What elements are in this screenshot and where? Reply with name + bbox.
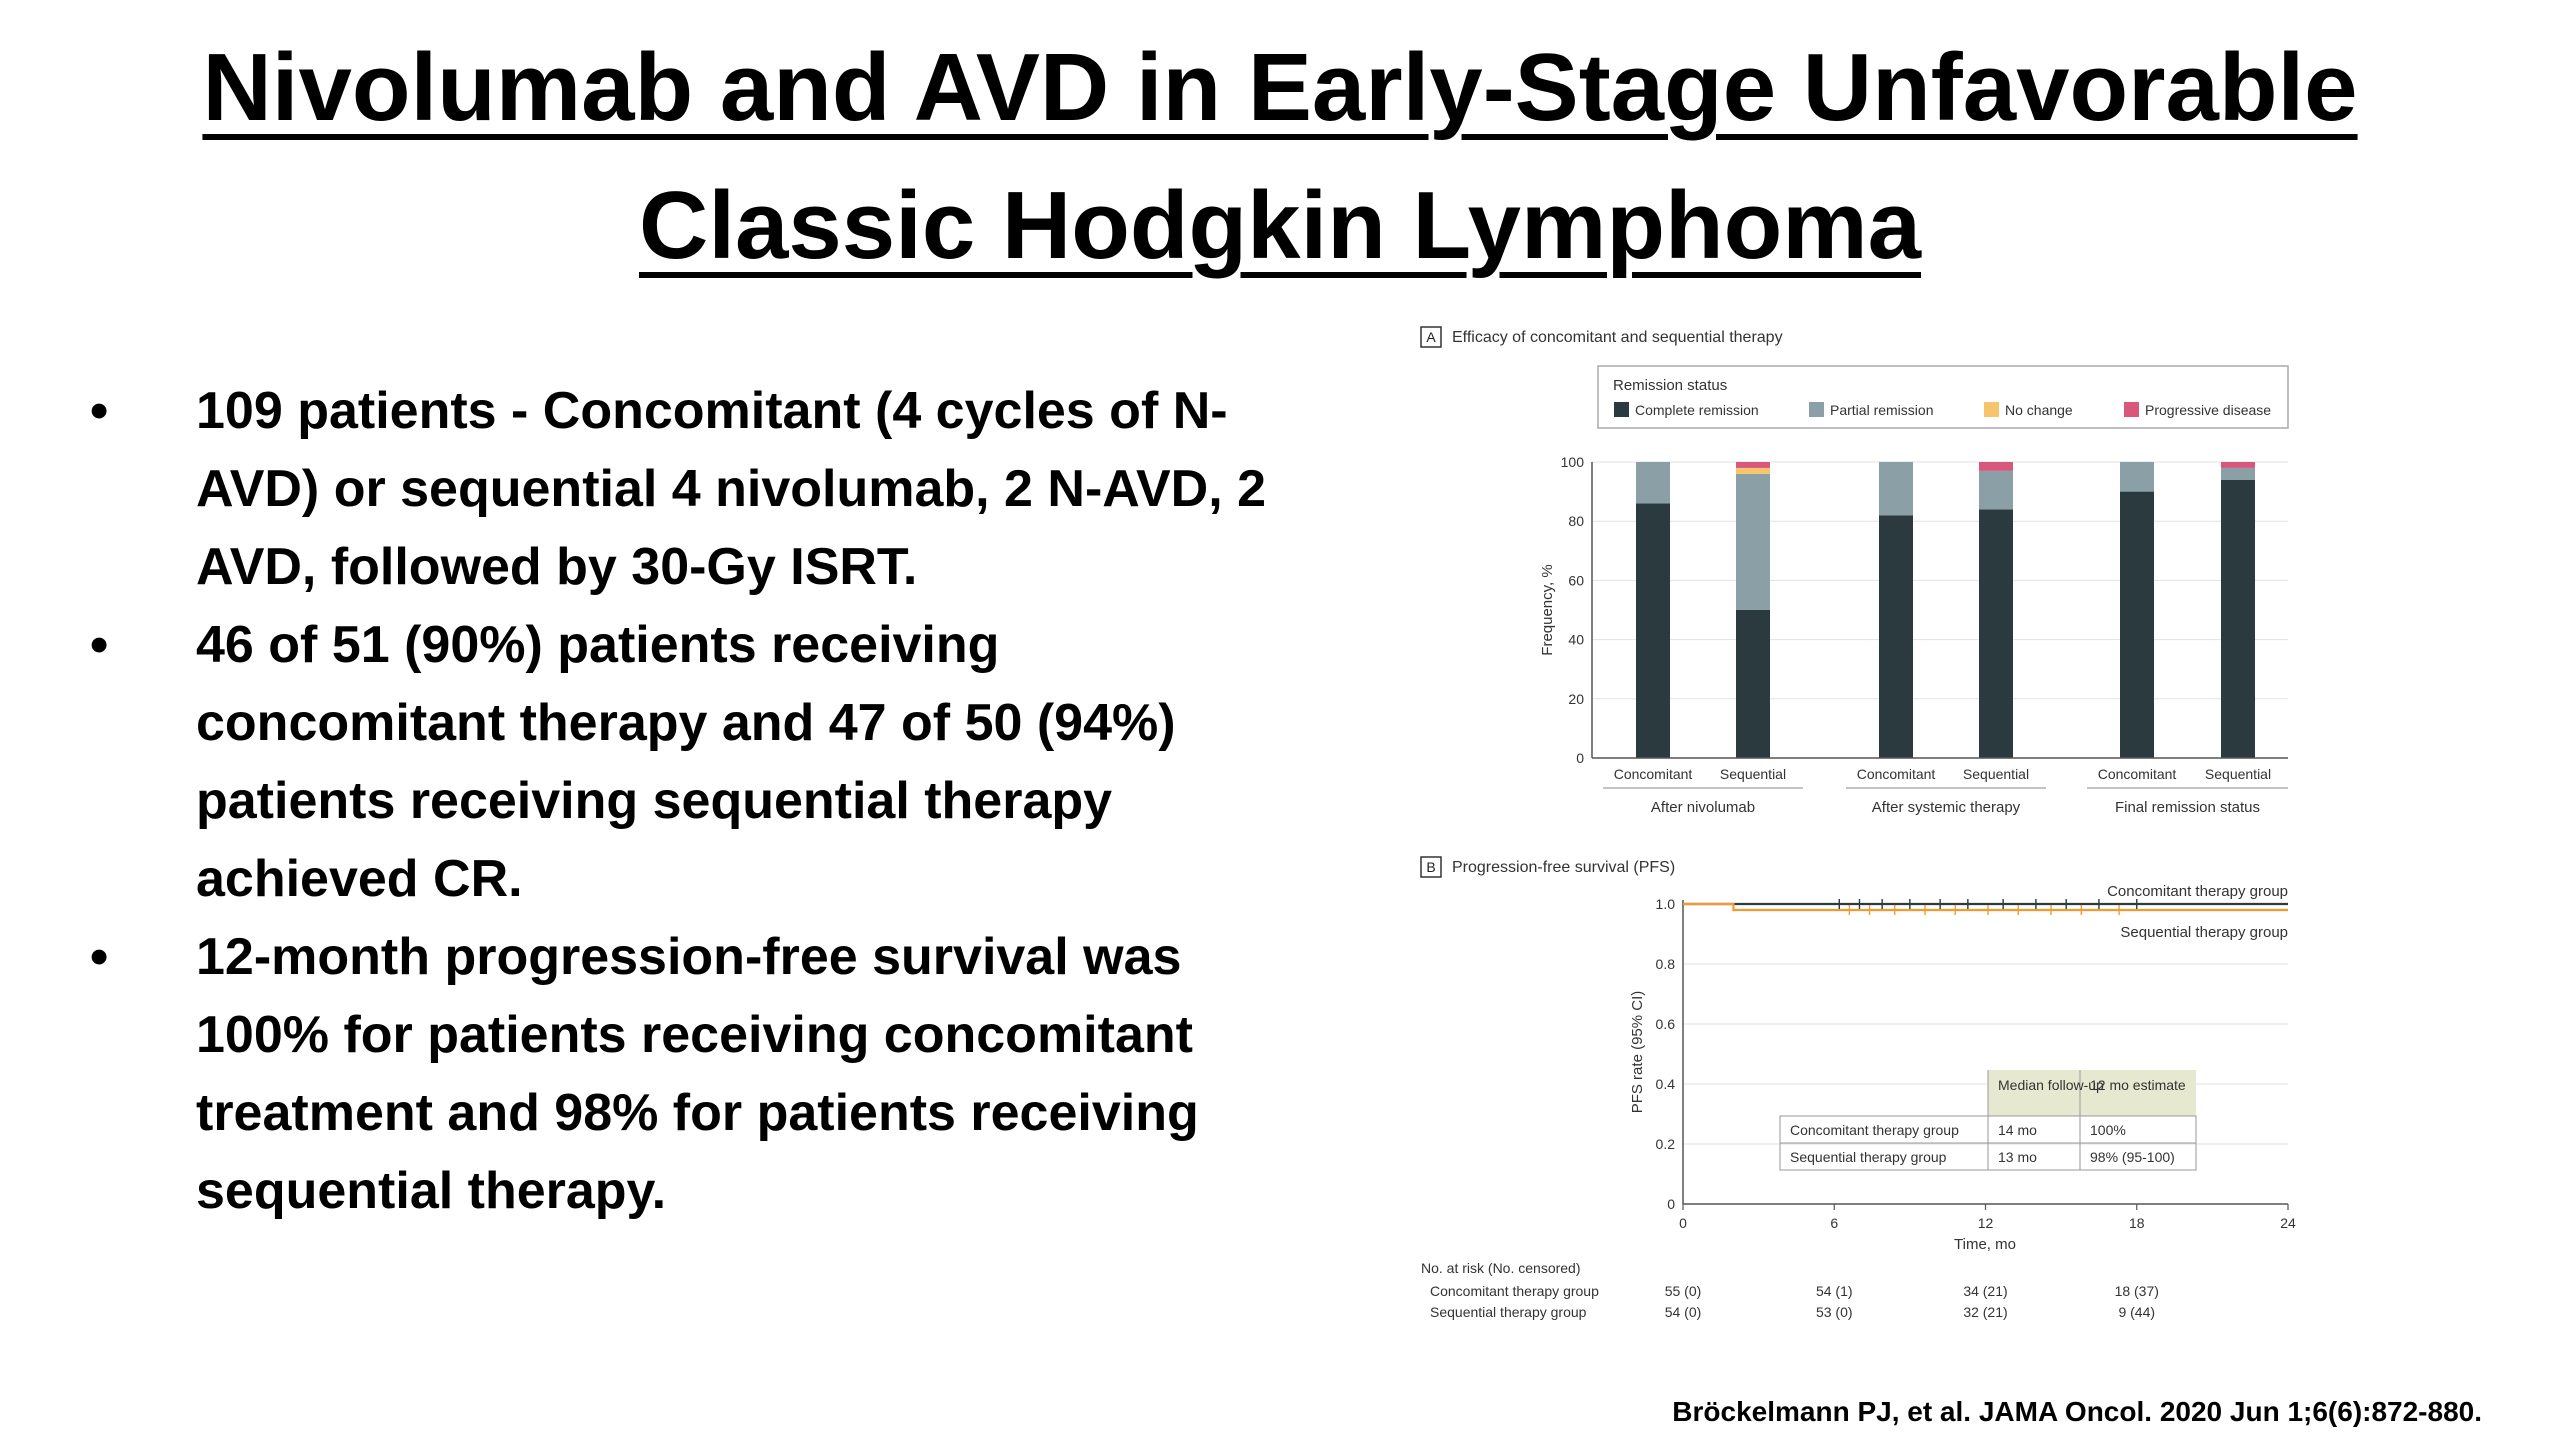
panel-a-bars [1636,462,2255,758]
bar-segment-complete-remission [1636,503,1670,758]
citation: Bröckelmann PJ, et al. JAMA Oncol. 2020 Jun 1;6(6):872-880. [1672,1396,2482,1427]
bar-segment-progressive-disease [1979,462,2013,471]
x-tick-label: Concomitant [1613,766,1693,782]
panel-a-group-labels [1603,788,2288,816]
bar-segment-partial-remission [2120,462,2154,492]
bar-segment-partial-remission [1636,462,1670,503]
at-risk-values [1665,1283,2159,1320]
at-risk-title: No. at risk (No. censored) [1421,1260,1581,1276]
x-tick-label: 6 [1830,1215,1839,1231]
y-tick-label: 20 [1568,690,1584,707]
summary-row-estimate: 100% [2090,1122,2126,1138]
bar-segment-complete-remission [1736,610,1770,758]
group-label: After nivolumab [1650,799,1756,816]
legend-swatch [1984,402,1999,417]
panel-a-title: Efficacy of concomitant and sequential therapy [1452,329,1783,346]
y-tick-label: 0 [1667,1196,1675,1212]
panel-a-label: A [1426,329,1436,345]
summary-table [1780,1070,2196,1170]
y-tick-label: 100 [1560,454,1584,470]
legend-swatch [1809,402,1824,417]
slide-title-line-1: Nivolumab and AVD in Early-Stage Unfavorable [202,34,2358,141]
summary-row-median: 14 mo [1998,1122,2037,1138]
bar-segment-complete-remission [2221,480,2255,758]
at-risk-row-label: Sequential therapy group [1430,1304,1587,1320]
summary-row-label: Concomitant therapy group [1790,1122,1959,1138]
y-tick-label: 60 [1568,572,1584,589]
x-tick-label: Concomitant [2097,766,2177,782]
summary-row-label: Sequential therapy group [1790,1149,1947,1165]
at-risk-value: 55 (0) [1664,1283,1702,1299]
legend-swatch [1614,402,1629,417]
legend-label: Partial remission [1830,402,1934,418]
panel-b-x-tick-labels [1679,1204,2296,1231]
legend-items [1614,402,2271,418]
panel-a-y-axis-label: Frequency, % [1539,564,1556,656]
y-tick-label: 0 [1576,750,1584,766]
bullet-item: • 46 of 51 (90%) patients receiving concomitant therapy and 47 of 50 (94%) patients receiving sequential therapy achieved CR. [90,606,1290,918]
x-tick-label: 0 [1679,1215,1687,1231]
at-risk-value: 53 (0) [1815,1304,1853,1320]
y-tick-label: 80 [1568,513,1584,530]
legend-title: Remission status [1613,377,1728,394]
x-tick-label: 18 [2128,1215,2145,1231]
at-risk-value: 34 (21) [1963,1283,2008,1299]
legend-swatch [2124,402,2139,417]
x-tick-label: Concomitant [1856,766,1936,782]
summary-header-estimate: 12 mo estimate [2090,1077,2186,1093]
legend-box [1598,366,2288,428]
bullet-list [90,372,1290,1230]
slide-title-line-2: Classic Hodgkin Lymphoma [638,172,1922,279]
y-tick-label: 1.0 [1655,896,1675,912]
x-tick-label: Sequential [1719,766,1787,782]
legend-label: No change [2005,402,2073,418]
series-label-concomitant: Concomitant therapy group [2107,883,2288,900]
legend-label: Progressive disease [2145,402,2272,418]
bar-segment-progressive-disease [2221,462,2255,468]
panel-b-title: Progression-free survival (PFS) [1452,859,1676,876]
panel-b-y-axis-label: PFS rate (95% CI) [1629,990,1646,1114]
panel-a-x-tick-labels [1614,766,2271,782]
x-tick-label: 12 [1977,1215,1994,1231]
y-tick-label: 0.6 [1655,1016,1675,1032]
x-tick-label: 24 [2280,1215,2296,1231]
bar-segment-partial-remission [1979,471,2013,509]
panel-b [1421,857,2296,1320]
bar-segment-complete-remission [1979,509,2013,758]
bar-segment-progressive-disease [1736,462,1770,468]
x-tick-label: Sequential [2204,766,2272,782]
summary-header-median: Median follow-up [1998,1077,2104,1093]
bar-segment-no-change [1736,468,1770,474]
bar-segment-partial-remission [1879,462,1913,515]
figure [1400,318,2300,1348]
panel-a-grid [1592,462,2288,758]
at-risk-value: 54 (1) [1815,1283,1853,1299]
panel-b-y-tick-labels [1656,896,1676,1212]
bar-segment-partial-remission [1736,474,1770,610]
at-risk-row-label: Concomitant therapy group [1430,1283,1599,1299]
group-label: After systemic therapy [1871,799,2021,816]
panel-b-survival-curves [1683,904,2288,910]
x-tick-label: Sequential [1962,766,2030,782]
panel-b-censor-marks [1839,899,2136,915]
bar-segment-complete-remission [2120,492,2154,758]
y-tick-label: 40 [1568,631,1584,648]
legend-label: Complete remission [1635,402,1759,418]
y-tick-label: 0.8 [1655,956,1675,972]
at-risk-value: 9 (44) [2118,1304,2156,1320]
panel-b-x-axis-label: Time, mo [1954,1236,2016,1253]
panel-b-grid [1683,904,2288,1204]
at-risk-value: 32 (21) [1963,1304,2008,1320]
bullet-item: • 109 patients - Concomitant (4 cycles of N-AVD) or sequential 4 nivolumab, 2 N-AVD, 2 AVD, followed by 30-Gy ISRT. [90,372,1290,606]
summary-row-estimate: 98% (95-100) [2090,1149,2175,1165]
bar-segment-partial-remission [2221,468,2255,480]
panel-a [1421,327,2288,816]
summary-row-median: 13 mo [1998,1149,2037,1165]
panel-a-y-tick-labels [1561,454,1585,766]
y-tick-label: 0.2 [1655,1136,1675,1152]
y-tick-label: 0.4 [1655,1076,1675,1092]
group-label: Final remission status [2114,799,2261,816]
bar-segment-complete-remission [1879,515,1913,758]
panel-b-label: B [1426,859,1436,875]
at-risk-value: 54 (0) [1664,1304,1702,1320]
at-risk-value: 18 (37) [2114,1283,2159,1299]
series-label-sequential: Sequential therapy group [2120,924,2288,941]
bullet-item: • 12-month progression-free survival was 100% for patients receiving concomitant treatment and 98% for patients receiving sequential therapy. [90,918,1290,1230]
